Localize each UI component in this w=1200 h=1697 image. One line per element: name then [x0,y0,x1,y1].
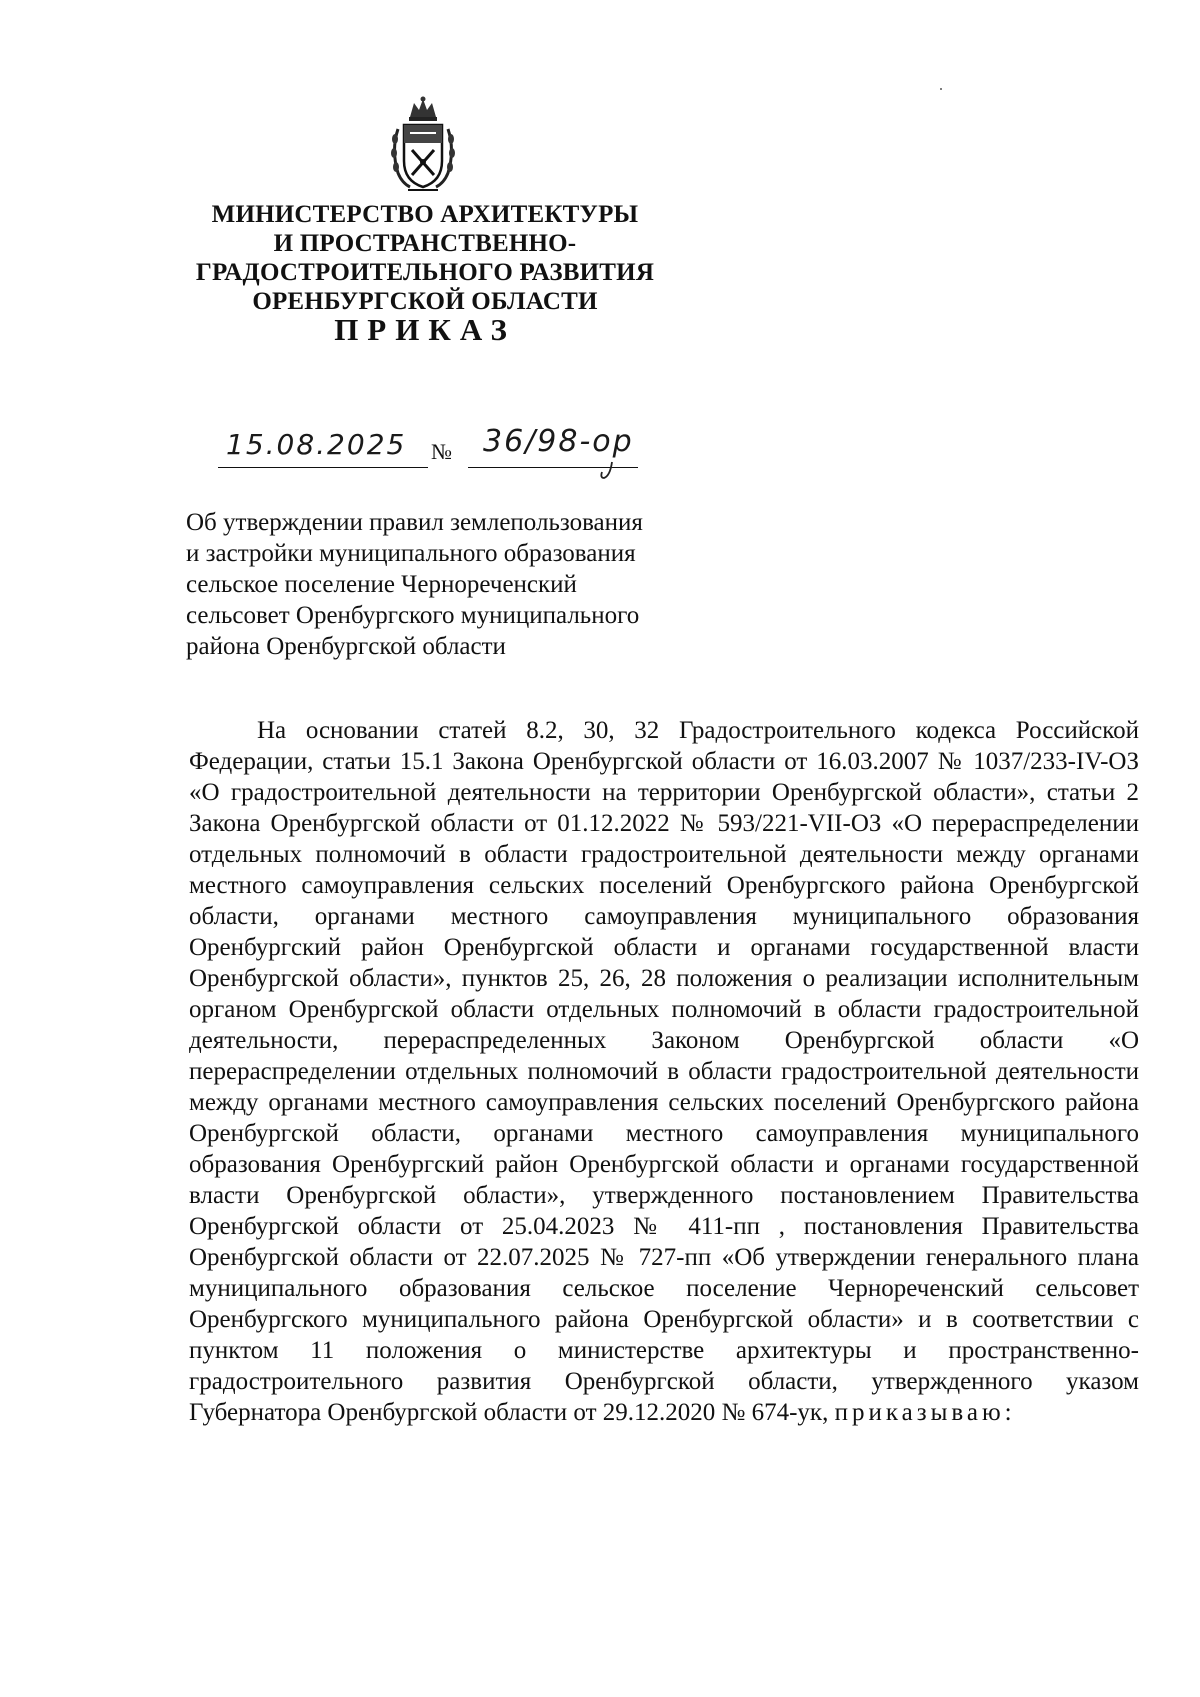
ministry-line: И ПРОСТРАНСТВЕННО- [273,230,577,257]
subject-line: и застройки муниципального образования [186,540,636,567]
ministry-line: ОРЕНБУРГСКОЙ ОБЛАСТИ [252,288,598,315]
number-sign: № [431,439,452,464]
subject-line: сельское поселение Чернореченский [186,571,577,598]
handwritten-date: 15.08.2025 [226,428,407,461]
order-closing-word: приказываю: [834,1399,1016,1426]
handwritten-number: 36/98-ор [483,424,634,459]
ministry-name [170,200,680,316]
order-body-paragraph [189,715,1139,1428]
orenburg-coat-of-arms-icon [388,95,458,195]
ministry-line: ГРАДОСТРОИТЕЛЬНОГО РАЗВИТИЯ [195,259,655,286]
scan-speck [940,88,942,90]
ministry-line: МИНИСТЕРСТВО АРХИТЕКТУРЫ [211,201,639,228]
subject-line: сельсовет Оренбургского муниципального [186,602,640,629]
document-type-title: ПРИКАЗ [334,312,516,347]
date-underline [218,467,428,468]
document-subject [186,507,706,662]
handwriting-stroke [598,460,618,482]
subject-line: района Оренбургской области [186,633,506,660]
body-text: На основании статей 8.2, 30, 32 Градостроительного кодекса Российской Федерации, статьи 15.1 Закона Оренбургской области от 16.03.2007 № 1037/233-IV-ОЗ «О градостроительной деятельности на территории Оренбургской области», статьи 2 Закона Оренбургской области от 01.12.2022 № 593/221-VII-ОЗ «О перераспределении отдельных полномочий в области градостроительной деятельности между органами местного самоуправления сельских поселений Оренбургского района Оренбургской области, органами местного самоуправления муниципального образования Оренбургский район Оренбургской области и органами государственной власти Оренбургской области», пунктов 25, 26, 28 положения о реализации исполнительным органом Оренбургской области отдельных полномочий в области градостроительной деятельности, перераспределенных Законом Оренбургской области «О перераспределении отдельных полномочий в области градостроительной деятельности между органами местного самоуправления сельских поселений Оренбургского района Оренбургской области, органами местного самоуправления муниципального образования Оренбургский район Оренбургской области и органами государственной власти Оренбургской области», утвержденного постановлением Правительства Оренбургской области от 25.04.2023 № 411-пп , постановления Правительства Оренбургской области от 22.07.2025 № 727-пп «Об утверждении генерального плана муниципального образования сельское поселение Чернореченский сельсовет Оренбургского муниципального района Оренбургской области» и в соответствии с пунктом 11 положения о министерстве архитектуры и пространственно-градостроительного развития Оренбургской области, утвержденного указом Губернатора Оренбургской области от 29.12.2020 № 674-ук, [189,717,1139,1426]
subject-line: Об утверждении правил землепользования [186,509,643,536]
registration-line [218,424,638,470]
